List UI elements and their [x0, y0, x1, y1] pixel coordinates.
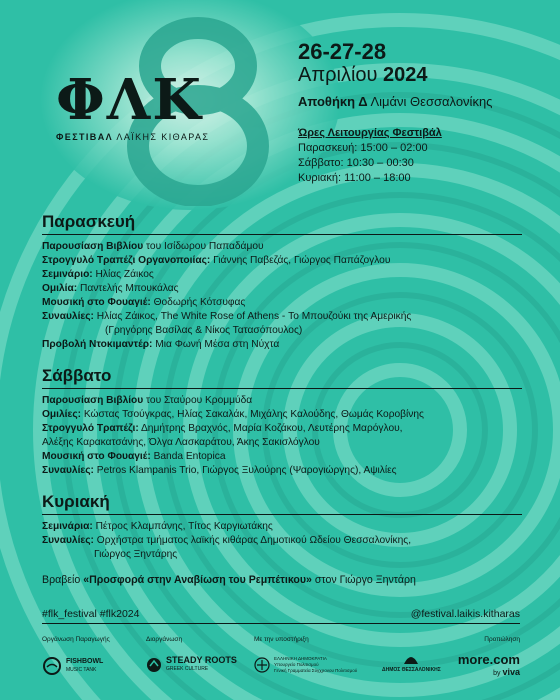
- day-title: Παρασκευή: [42, 212, 522, 235]
- logo-subtitle-rest: ΛΑΪΚΗΣ ΚΙΘΑΡΑΣ: [116, 132, 210, 142]
- logo-subtitle: [56, 132, 209, 142]
- opening-hours: [298, 126, 442, 186]
- label-presale: Προπώληση: [484, 636, 520, 643]
- thessaloniki-logo: ΔΗΜΟΣ ΘΕΣΣΑΛΟΝΙΚΗΣ: [382, 650, 441, 673]
- hours-friday: Παρασκευή: 15:00 – 02:00: [298, 142, 428, 154]
- venue-bold: Αποθήκη Δ: [298, 94, 368, 109]
- program-item: Στρογγυλό Τραπέζι Οργανοποιίας: Γιάννης Παβεζάς, Γιώργος Παπάζογλου: [42, 255, 391, 266]
- program-item: Συναυλίες: Ορχήστρα τμήματος λαϊκής κιθάρας Δημοτικού Ωδείου Θεσσαλονίκης, Γιώργος Ξηντάρης: [42, 535, 412, 560]
- venue: [298, 94, 492, 109]
- steady-roots-logo: STEADY ROOTS GREEK CULTURE: [146, 656, 237, 674]
- sponsors-bar: [42, 636, 520, 692]
- program-item: Μουσική στο Φουαγιέ: Banda Entopica: [42, 451, 226, 462]
- footer-social: [42, 608, 520, 624]
- program-item: Ομιλίες: Κώστας Τσούγκρας, Ηλίας Σακαλάκ, Μιχάλης Καλούδης, Θωμάς Κοροβίνης: [42, 409, 424, 420]
- city-emblem-icon: [402, 650, 420, 666]
- day-title: Κυριακή: [42, 492, 522, 515]
- day-saturday: [42, 366, 522, 478]
- instagram-handle: @festival.laikis.kitharas: [410, 608, 520, 620]
- date-month: Απριλίου: [298, 64, 378, 87]
- hours-title: Ώρες Λειτουργίας Φεστιβάλ: [298, 127, 442, 139]
- hashtags: #flk_festival #flk2024: [42, 608, 140, 620]
- program-item: Παρουσίαση Βιβλίου του Σταύρου Κρομμύδα: [42, 395, 253, 406]
- day-sunday: [42, 492, 522, 586]
- program-item: Παρουσίαση Βιβλίου του Ισίδωρου Παπαδάμου: [42, 241, 264, 252]
- logo-subtitle-bold: ΦΕΣΤΙΒΑΛ: [56, 132, 113, 142]
- program-item: Προβολή Ντοκιμαντέρ: Μια Φωνή Μέσα στη Νύχτα: [42, 339, 280, 350]
- logo-text: ΦΛΚ: [56, 67, 203, 133]
- hours-sunday: Κυριακή: 11:00 – 18:00: [298, 172, 411, 184]
- label-direction: Διοργάνωση: [146, 636, 183, 643]
- program-item: Σεμινάρια: Πέτρος Κλαμπάνης, Τίτος Καργιωτάκης: [42, 521, 273, 532]
- steady-roots-icon: [146, 657, 162, 673]
- fishbowl-logo: FISHBOWL MUSIC TANK: [42, 656, 103, 676]
- program-item: Συναυλίες: Petros Klampanis Trio, Γιώργος Ξυλούρης (Ψαρογιώργης), Αψιλίες: [42, 465, 397, 476]
- festival-dates: [298, 40, 428, 87]
- program-item: Ομιλία: Παντελής Μπουκάλας: [42, 283, 179, 294]
- greek-emblem-icon: [254, 657, 270, 673]
- day-friday: [42, 212, 522, 352]
- date-year: 2024: [383, 64, 428, 87]
- venue-rest: Λιμάνι Θεσσαλονίκης: [370, 94, 493, 109]
- hours-saturday: Σάββατο: 10:30 – 00:30: [298, 157, 414, 169]
- more-com-logo: more.com by viva: [457, 652, 520, 677]
- program-item: Συναυλίες: Ηλίας Ζάικος, The White Rose of Athens - Το Μπουζούκι της Αμερικής (Γρηγόρης Βασίλας & Νίκος Τατασόπουλος): [42, 311, 412, 336]
- festival-logo: [56, 67, 210, 142]
- label-organization: Οργάνωση Παραγωγής: [42, 636, 110, 643]
- day-title: Σάββατο: [42, 366, 522, 389]
- program: [42, 212, 522, 600]
- date-days: 26-27-28: [298, 39, 387, 64]
- ministry-logo: ΕΛΛΗΝΙΚΗ ΔΗΜΟΚΡΑΤΙΑ Υπουργείο Πολιτισμού Γενική Γραμματεία Σύγχρονου Πολιτισμού: [254, 656, 357, 674]
- award-line: Βραβείο «Προσφορά στην Αναβίωση του Ρεμπέτικου» στον Γιώργο Ξηντάρη: [42, 574, 416, 586]
- fishbowl-icon: [42, 656, 62, 676]
- program-item: Μουσική στο Φουαγιέ: Θοδωρής Κότσυφας: [42, 297, 246, 308]
- program-item: Στρογγυλό Τραπέζι: Δημήτρης Βραχνός, Μαρία Κοζάκου, Λευτέρης Μαρόγλου, Αλέξης Καρακατσάνης, Όλγα Λασκαράτου, Άκης Σακισλόγλου: [42, 423, 403, 448]
- date-month-year: [298, 63, 428, 87]
- program-item: Σεμινάριο: Ηλίας Ζάικος: [42, 269, 154, 280]
- label-support: Με την υποστήριξη: [254, 636, 309, 643]
